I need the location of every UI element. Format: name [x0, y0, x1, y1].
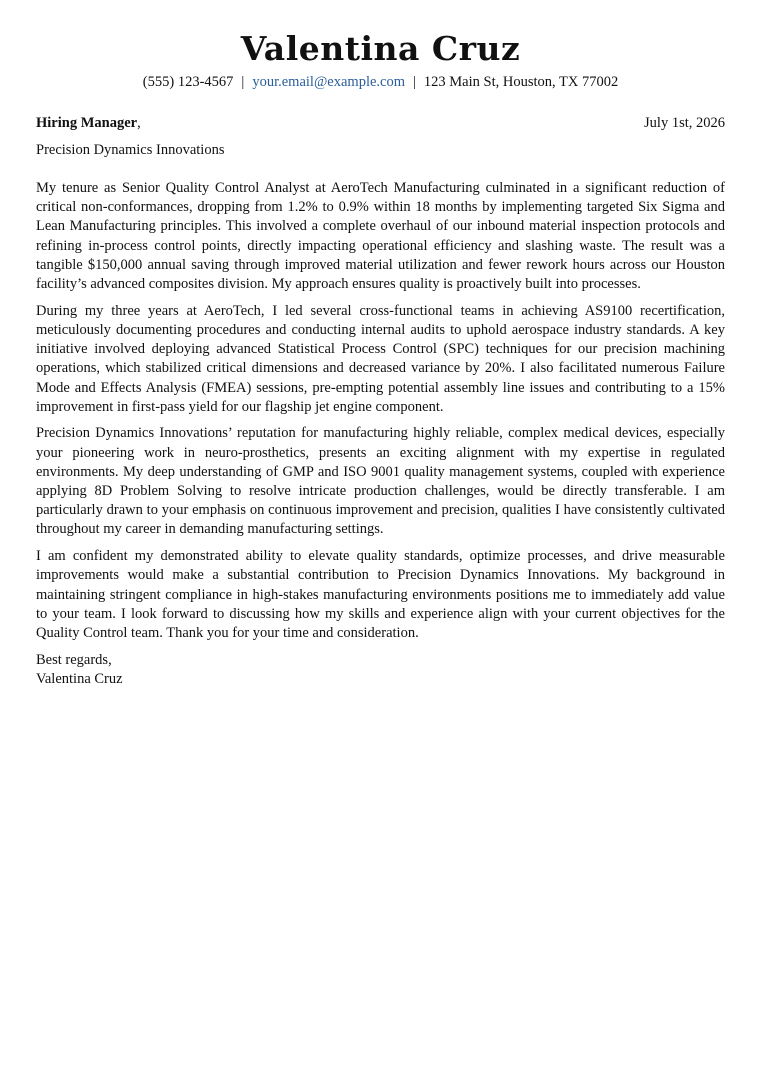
contact-line [36, 72, 725, 92]
applicant-name: Valentina Cruz [240, 29, 521, 68]
recipient-greeting [36, 113, 141, 133]
letter-date: July 1st, 2026 [644, 115, 725, 131]
closing-salutation: Best regards, [36, 651, 112, 668]
body-paragraph: During my three years at AeroTech, I led several cross-functional teams in achieving AS9100 recertification, meticulously documenting procedures and conducting internal audits to uphold aerospace industry standards. A key initiative involved deploying advanced Statistical Process Control (SPC) techniques for our precision machining operations, which stabilized critical dimensions and decreased variance by 20%. I also facilitated numerous Failure Mode and Effects Analysis (FMEA) sessions, pre-empting potential assembly line issues and contributing to a 15% improvement in first-pass yield for our flagship jet engine component. [36, 302, 725, 415]
body-paragraph: I am confident my demonstrated ability to elevate quality standards, optimize processes, and drive measurable improvements would make a substantial contribution to Precision Dynamics Innovations. My background in maintaining stringent compliance in high-stakes manufacturing environments positions me to immediately add value to your team. I look forward to discussing how my skills and experience align with your current objectives for the Quality Control team. Thank you for your time and consideration. [36, 548, 725, 641]
contact-separator: | [241, 74, 245, 90]
recipient-title-suffix: , [137, 115, 141, 131]
recipient-company: Precision Dynamics Innovations [36, 142, 225, 158]
signature-name: Valentina Cruz [36, 670, 123, 687]
address: 123 Main St, Houston, TX 77002 [423, 74, 619, 90]
email-link[interactable]: your.email@example.com [252, 74, 405, 90]
recipient-row [36, 113, 725, 133]
phone-number: (555) 123-4567 [142, 74, 234, 90]
cover-letter-page [36, 0, 725, 689]
body-paragraph: Precision Dynamics Innovations’ reputation for manufacturing highly reliable, complex medical devices, especially your pioneering work in neuro-prosthetics, presents an exciting alignment with my expertise in regulated environments. My deep understanding of GMP and ISO 9001 quality management systems, coupled with experience applying 8D Problem Solving to resolve intricate production challenges, would be directly transferable. I am particularly drawn to your emphasis on continuous improvement and precision, qualities I have consistently cultivated throughout my career in demanding manufacturing settings. [36, 425, 725, 538]
body-paragraph: My tenure as Senior Quality Control Analyst at AeroTech Manufacturing culminated in a significant reduction of critical non-conformances, dropping from 1.2% to 0.9% within 18 months by implementing targeted Six Sigma and Lean Manufacturing principles. This involved a complete overhaul of our inbound material inspection protocols and refining in-process control points, directly impacting operational efficiency and slashing waste. The result was a tangible $150,000 annual saving through improved material utilization and fewer rework hours across our Houston facility’s advanced composites division. My approach ensures quality is proactively built into processes. [36, 180, 725, 293]
letter-body [36, 179, 725, 643]
letter-closing [36, 651, 725, 689]
recipient-title: Hiring Manager [36, 115, 138, 131]
contact-separator: | [413, 74, 416, 90]
